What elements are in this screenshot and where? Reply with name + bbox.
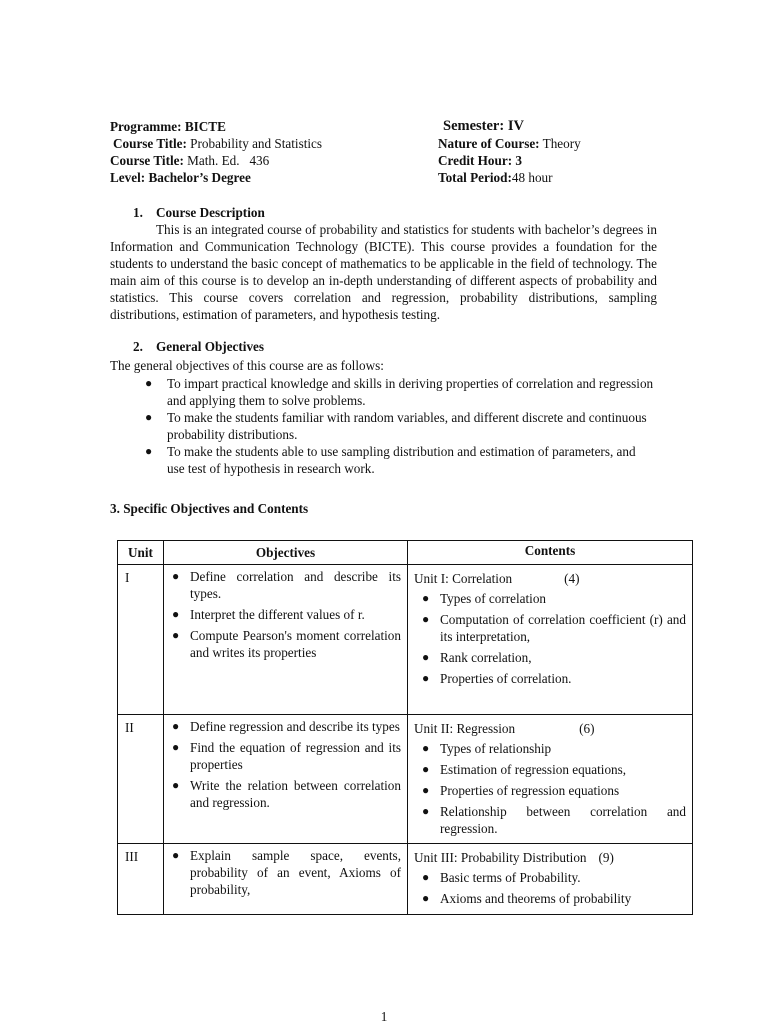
table-row xyxy=(118,715,693,844)
list-item: ● To impart practical knowledge and skills in deriving properties of correlation and regression and applying them to solve problems. xyxy=(145,376,654,408)
unit-cell: II xyxy=(118,715,164,844)
programme: Programme: BICTE xyxy=(110,119,226,134)
bullet-icon: ● xyxy=(422,783,430,797)
bullet-icon: ● xyxy=(145,444,153,458)
course-description: This is an integrated course of probability and statistics for students with bachelor’s degrees in Information and Communication Technology (BICTE). This course provides a foundation for the students to understand the basic concept of mathematics to be applicable in the field of technology. The main aim of this course is to develop an in-depth understanding of different aspects of probability and statistics. This course covers correlation and regression, probability distributions, sampling distributions, estimation of parameters, and hypothesis testing. xyxy=(110,222,657,322)
list-item: ● Find the equation of regression and its properties xyxy=(172,740,401,772)
list-item: ● Compute Pearson's moment correlation and writes its properties xyxy=(172,628,401,660)
list-item: ● Relationship between correlation and regression. xyxy=(422,804,686,836)
bullet-icon: ● xyxy=(422,804,430,818)
bullet-icon: ● xyxy=(422,591,430,605)
semester: Semester: IV xyxy=(443,118,524,134)
course-title: Course Title: Probability and Statistics xyxy=(113,136,323,151)
list-item: ● Basic terms of Probability. xyxy=(422,870,581,885)
contents-cell xyxy=(408,565,693,715)
list-item: ● Types of relationship xyxy=(422,741,552,756)
list-item: ● Explain sample space, events, probability of an event, Axioms of probability, xyxy=(172,848,401,897)
course-code: Course Title: Math. Ed. 436 xyxy=(110,153,270,168)
list-item: ● Types of correlation xyxy=(422,591,547,606)
bullet-icon: ● xyxy=(172,569,180,583)
bullet-icon: ● xyxy=(422,671,430,685)
list-item: ● Estimation of regression equations, xyxy=(422,762,627,777)
list-item: ● Computation of correlation coefficient (r) and its interpretation, xyxy=(422,612,686,644)
header-row-4 xyxy=(110,169,670,186)
header-row-3 xyxy=(110,152,670,169)
header-objectives: Objectives xyxy=(164,541,408,565)
bullet-icon: ● xyxy=(422,762,430,776)
contents-cell xyxy=(408,844,693,915)
objectives-cell xyxy=(164,715,408,844)
list-item: ● Write the relation between correlation and regression. xyxy=(172,778,401,810)
objectives-cell xyxy=(164,565,408,715)
list-item: ● Define correlation and describe its types. xyxy=(172,569,401,601)
bullet-icon: ● xyxy=(422,650,430,664)
bullet-icon: ● xyxy=(172,628,180,642)
header-row-2 xyxy=(110,135,670,152)
unit-title: Unit II: Regression (6) xyxy=(414,721,595,736)
contents-cell xyxy=(408,715,693,844)
table-row xyxy=(118,844,693,915)
section-1-heading: 1. Course Description xyxy=(133,205,265,220)
bullet-icon: ● xyxy=(145,376,153,390)
unit-cell: III xyxy=(118,844,164,915)
table-row xyxy=(118,565,693,715)
general-objectives-list xyxy=(143,375,656,477)
header-unit: Unit xyxy=(118,541,164,565)
bullet-icon: ● xyxy=(422,741,430,755)
bullet-icon: ● xyxy=(422,891,430,905)
general-objectives-intro: The general objectives of this course are as follows: xyxy=(110,358,384,373)
total-period: Total Period:48 hour xyxy=(438,170,553,185)
page-number: 1 xyxy=(380,1009,388,1024)
list-item: ● Properties of correlation. xyxy=(422,671,572,686)
unit-title: Unit I: Correlation (4) xyxy=(414,571,580,586)
list-item: ● Interpret the different values of r. xyxy=(172,607,365,622)
list-item: ● Axioms and theorems of probability xyxy=(422,891,632,906)
header-contents: Contents xyxy=(408,541,693,565)
list-item: ● To make the students able to use sampling distribution and estimation of parameters, and use test of hypothesis in research work. xyxy=(145,444,636,476)
objectives-contents-table xyxy=(117,540,693,915)
bullet-icon: ● xyxy=(422,870,430,884)
unit-cell: I xyxy=(118,565,164,715)
section-3-heading: 3. Specific Objectives and Contents xyxy=(110,501,309,516)
level: Level: Bachelor’s Degree xyxy=(110,170,251,185)
bullet-icon: ● xyxy=(172,740,180,754)
bullet-icon: ● xyxy=(422,612,430,626)
header-row-1 xyxy=(110,118,670,135)
bullet-icon: ● xyxy=(172,778,180,792)
bullet-icon: ● xyxy=(145,410,153,424)
list-item: ● Properties of regression equations xyxy=(422,783,620,798)
unit-title: Unit III: Probability Distribution (9) xyxy=(414,850,614,865)
objectives-cell xyxy=(164,844,408,915)
bullet-icon: ● xyxy=(172,719,180,733)
list-item: ● Rank correlation, xyxy=(422,650,532,665)
bullet-icon: ● xyxy=(172,607,180,621)
list-item: ● Define regression and describe its types xyxy=(172,719,400,734)
table-header-row xyxy=(118,541,693,565)
section-2-heading: 2. General Objectives xyxy=(133,339,265,354)
nature-of-course: Nature of Course: Theory xyxy=(438,136,581,151)
credit-hour: Credit Hour: 3 xyxy=(438,153,522,168)
list-item: ● To make the students familiar with random variables, and different discrete and continuous probability distributions. xyxy=(145,410,647,442)
bullet-icon: ● xyxy=(172,848,180,862)
